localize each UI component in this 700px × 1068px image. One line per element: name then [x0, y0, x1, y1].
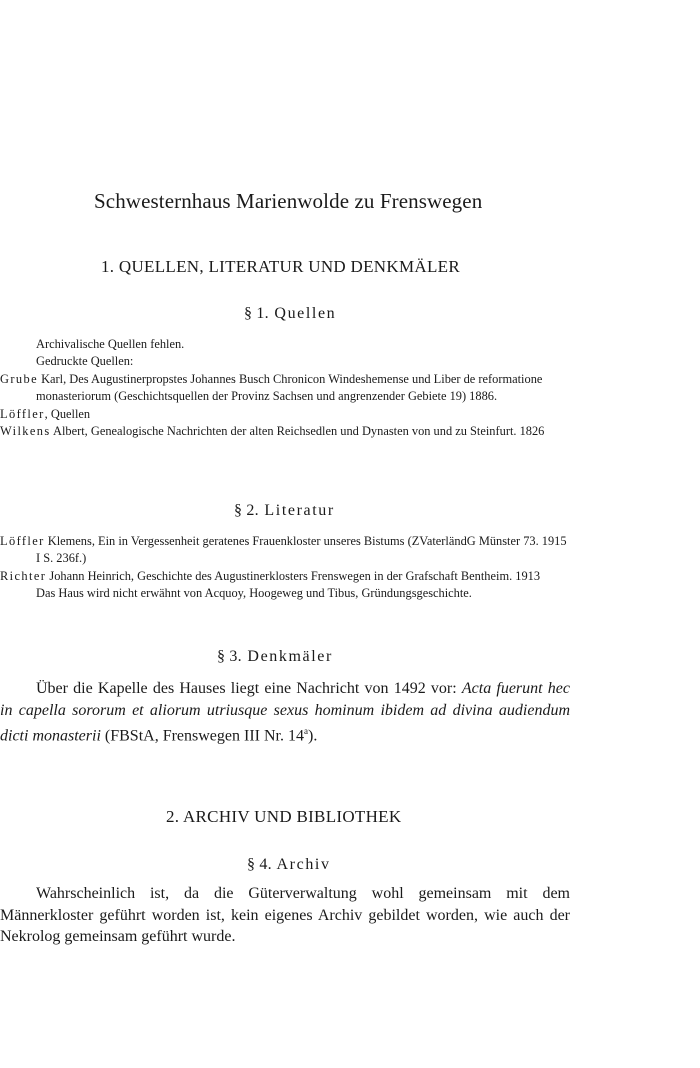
monuments-paragraph	[0, 678, 570, 747]
section-title: Literatur	[264, 502, 335, 519]
sources-list	[0, 336, 570, 440]
archive-text: Wahrscheinlich ist, da die Güterverwaltung wohl gemeinsam mit dem Männerkloster geführt worden ist, kein eigenes Archiv gebildet worden, wie auch der Nekrolog gemeinsam geführt wurde.	[0, 885, 570, 945]
section-number: § 3.	[217, 648, 242, 665]
section-number: § 2.	[234, 502, 259, 519]
list-item	[0, 533, 570, 568]
list-item	[0, 406, 570, 423]
entry-author: Richter	[0, 568, 47, 583]
entry-text: Albert, Genealogische Nachrichten der alten Reichsedlen und Dynasten von und zu Steinfurt. 1826	[50, 424, 545, 439]
literature-list	[0, 533, 570, 603]
printed-sources-label: Gedruckte Quellen:	[36, 354, 134, 369]
archive-reference-end: ).	[307, 727, 318, 745]
list-item	[0, 568, 570, 585]
entry-author: Löffler	[0, 534, 45, 548]
entry-author: Grube	[0, 371, 38, 386]
section-heading-literatur	[234, 502, 335, 520]
latin-quote: Acta fuerunt hec in capella sororum et aliorum utriusque sexus hominum ibidem ad divina audiendum dicti monasterii	[0, 680, 570, 745]
entry-text: Klemens, Ein in Vergessenheit geratenes Frauenkloster unseres Bistums (ZVaterländG Münster 73. 1915 I S. 236f.)	[36, 534, 567, 566]
list-item	[0, 371, 570, 406]
entry-author: Löffler	[0, 406, 45, 421]
archival-sources-note: Archivalische Quellen fehlen.	[36, 337, 185, 351]
section-title: Denkmäler	[247, 648, 333, 665]
entry-author: Wilkens	[0, 424, 51, 439]
section-number: § 1.	[244, 305, 269, 322]
archive-reference: (FBStA, Frenswegen III Nr. 14	[104, 727, 304, 745]
list-item	[0, 423, 570, 440]
reference-superscript: a	[303, 726, 308, 736]
chapter-heading-2: 2. ARCHIV UND BIBLIOTHEK	[166, 807, 402, 826]
section-heading-denkmaeler	[217, 648, 333, 666]
entry-text: Johann Heinrich, Geschichte des Augustinerklosters Frenswegen in der Grafschaft Bentheim. 1913	[46, 568, 541, 583]
page-title: Schwesternhaus Marienwolde zu Frenswegen	[94, 189, 483, 213]
section-title: Archiv	[276, 856, 331, 873]
section-heading-archiv	[247, 856, 331, 874]
literature-note: Das Haus wird nicht erwähnt von Acquoy, Hoogeweg und Tibus, Gründungsgeschichte.	[36, 586, 472, 601]
archive-paragraph	[0, 883, 570, 948]
monuments-intro: Über die Kapelle des Hauses liegt eine Nachricht von 1492 vor:	[36, 680, 457, 697]
chapter-heading-1: 1. QUELLEN, LITERATUR UND DENKMÄLER	[101, 257, 460, 276]
section-heading-quellen	[244, 305, 336, 323]
entry-text: , Quellen	[44, 406, 91, 421]
section-title: Quellen	[274, 305, 337, 322]
section-number: § 4.	[247, 856, 272, 873]
entry-text: Karl, Des Augustinerpropstes Johannes Busch Chronicon Windeshemense und Liber de reformatione monasteriorum (Geschichtsquellen der Provinz Sachsen und angrenzender Gebiete 19) 1886.	[36, 371, 543, 404]
